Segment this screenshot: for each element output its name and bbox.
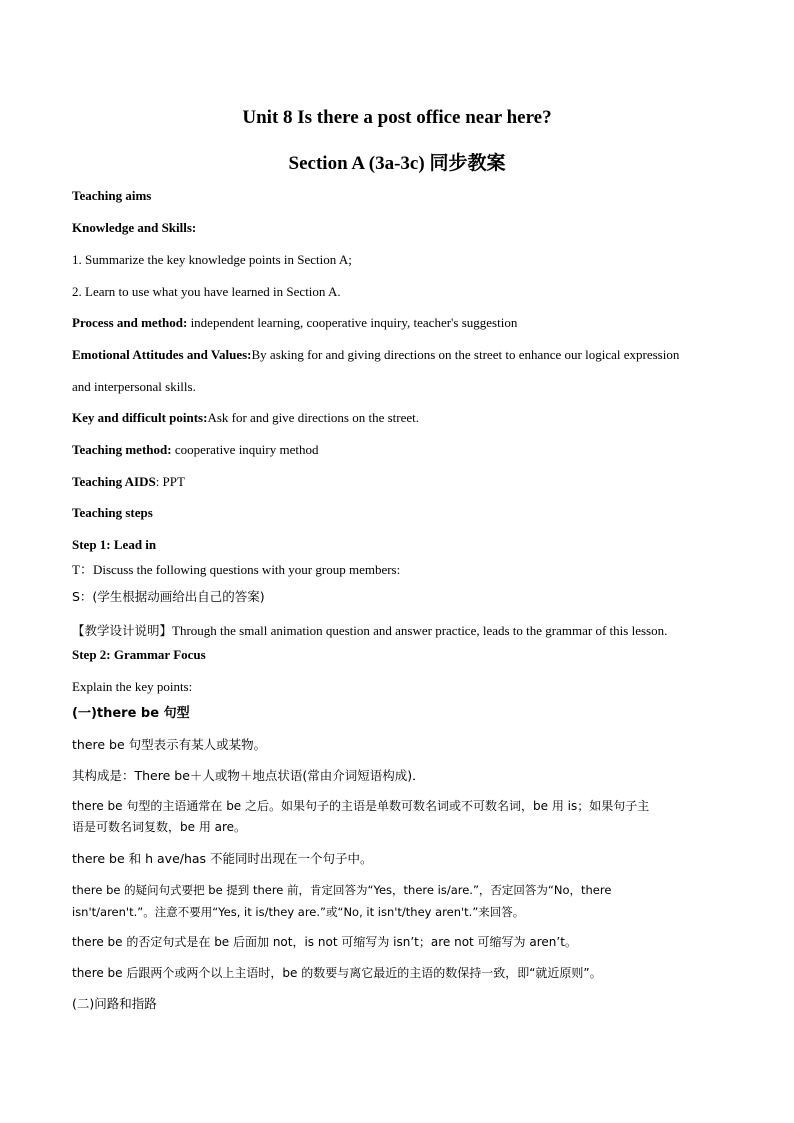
- teaching-aids-label: Teaching AIDS: [72, 474, 156, 489]
- paragraph-2: 其构成是：There be＋人或物＋地点状语(常由介词短语构成)．: [72, 768, 425, 783]
- aim-item-1: 1. Summarize the key knowledge points in Section A;: [72, 252, 352, 267]
- step-1-heading: Step 1: Lead in: [72, 537, 157, 552]
- document-title: Unit 8 Is there a post office near here?: [242, 107, 552, 128]
- paragraph-3b: 语是可数名词复数，be 用 are。: [72, 820, 247, 834]
- key-points-label: Key and difficult points:: [72, 410, 208, 425]
- key-points-line: [72, 409, 724, 427]
- paragraph-3a: there be 句型的主语通常在 be 之后。如果句子的主语是单数可数名词或不可数名词，be 用 is；如果句子主: [72, 799, 650, 813]
- step-1-teacher-line: T：Discuss the following questions with your group members:: [72, 562, 401, 577]
- teaching-method-line: [72, 441, 724, 459]
- process-text: independent learning, cooperative inquiry, teacher's suggestion: [187, 315, 518, 330]
- section-1-heading: (一)there be 句型: [72, 706, 190, 721]
- step-2-heading: Step 2: Grammar Focus: [72, 647, 206, 662]
- key-points-text: Ask for and give directions on the street.: [207, 410, 419, 425]
- emotional-line: [72, 346, 724, 364]
- subtitle-text: Section A (3a-3c) 同步教案: [288, 153, 506, 174]
- teaching-aids-line: [72, 473, 724, 491]
- explain-line: Explain the key points:: [72, 679, 193, 694]
- teaching-method-label: Teaching method:: [72, 442, 172, 457]
- paragraph-4: there be 和 h ave/has 不能同时出现在一个句子中。: [72, 851, 373, 866]
- design-note-label: 【教学设计说明】: [72, 623, 173, 638]
- step-1-student-line: S：(学生根据动画给出自己的答案): [72, 589, 265, 604]
- emotional-label: Emotional Attitudes and Values:: [72, 347, 252, 362]
- knowledge-skills-heading: Knowledge and Skills:: [72, 220, 197, 235]
- paragraph-5b: isn't/aren't.”。注意不要用“Yes, it is/they are.”或“No, it isn't/they aren't.”来回答。: [72, 905, 525, 919]
- teaching-method-text: cooperative inquiry method: [171, 442, 319, 457]
- teaching-steps-heading: Teaching steps: [72, 505, 153, 520]
- paragraph-5a: there be 的疑问句式要把 be 提到 there 前，肯定回答为“Yes，there is/are.”，否定回答为“No，there: [72, 883, 612, 897]
- teaching-aims-heading: Teaching aims: [72, 188, 152, 203]
- paragraph-6: there be 的否定句式是在 be 后面加 not，is not 可缩写为 isn’t；are not 可缩写为 aren’t。: [72, 935, 577, 949]
- process-method-line: [72, 314, 724, 332]
- emotional-text: By asking for and giving directions on the street to enhance our logical expression: [251, 347, 680, 362]
- aim-item-2: 2. Learn to use what you have learned in Section A.: [72, 284, 341, 299]
- section-2-heading: (二)问路和指路: [72, 996, 157, 1011]
- paragraph-7: there be 后跟两个或两个以上主语时，be 的数要与离它最近的主语的数保持一致，即“就近原则”。: [72, 966, 602, 980]
- teaching-aids-text: : PPT: [155, 474, 185, 489]
- process-label: Process and method:: [72, 315, 188, 330]
- paragraph-1: there be 句型表示有某人或某物。: [72, 737, 267, 752]
- document-subtitle: [0, 148, 794, 175]
- design-note-line: [72, 622, 724, 640]
- emotional-line-continued: and interpersonal skills.: [72, 379, 196, 394]
- design-note-text: Through the small animation question and answer practice, leads to the grammar of this lesson.: [172, 623, 668, 638]
